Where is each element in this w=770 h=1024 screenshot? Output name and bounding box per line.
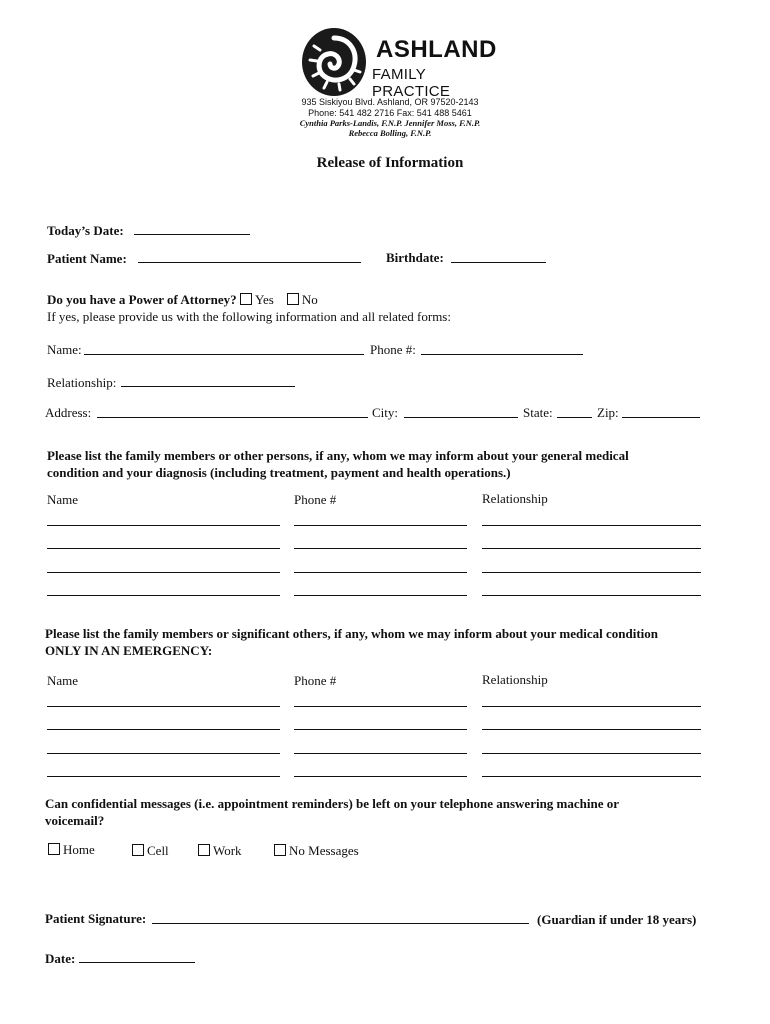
poa-no-checkbox[interactable] [287,292,318,307]
message-option-label: Home [63,842,95,857]
checkbox-icon [274,844,286,856]
poa-phone-field[interactable] [421,354,583,355]
emergency-col-relationship: Relationship [482,672,548,687]
poa-name-field[interactable] [84,354,364,355]
poa-yes-label: Yes [254,292,274,307]
page-title: Release of Information [316,155,464,171]
emergency-name-field-3[interactable] [47,753,280,754]
poa-city-field[interactable] [404,417,518,418]
poa-question-row [47,292,318,308]
emergency-col-name: Name [47,673,79,688]
general-phone-field-3[interactable] [294,572,467,573]
poa-no-label: No [301,292,318,307]
message-option-label: No Messages [289,843,359,858]
poa-address-field[interactable] [97,417,368,418]
general-phone-field-1[interactable] [294,525,467,526]
emergency-relationship-field-3[interactable] [482,753,701,754]
poa-name-label: Name: [47,342,82,357]
poa-yes-checkbox[interactable] [240,292,274,307]
logo-subtitle: FAMILY PRACTICE [372,66,451,100]
birthdate-label: Birthdate: [386,250,444,265]
general-relationship-field-2[interactable] [482,548,701,549]
practice-logo [300,26,497,100]
providers-line2: Rebecca Bolling, F.N.P. [348,128,432,138]
emergency-name-field-1[interactable] [47,706,280,707]
logo-name: ASHLAND [376,36,497,63]
emergency-relationship-field-1[interactable] [482,706,701,707]
messages-question-1: Can confidential messages (i.e. appointment reminders) be left on your telephone answering machine or [45,796,620,811]
emergency-phone-field-4[interactable] [294,776,467,777]
general-col-relationship: Relationship [482,491,548,506]
birthdate-field[interactable] [451,262,546,263]
patient-name-label: Patient Name: [47,251,127,266]
poa-instruction: If yes, please provide us with the following information and all related forms: [47,309,451,324]
poa-question: Do you have a Power of Attorney? [47,292,237,307]
practice-address: 935 Siskiyou Blvd. Ashland, OR 97520-2143 [301,97,479,107]
emergency-contacts-heading-2: ONLY IN AN EMERGENCY: [45,643,213,658]
message-option-cell[interactable] [132,843,169,859]
checkbox-icon [48,843,60,855]
spiral-leaf-logo-icon [300,26,368,98]
general-relationship-field-4[interactable] [482,595,701,596]
emergency-relationship-field-4[interactable] [482,776,701,777]
poa-zip-label: Zip: [597,405,619,420]
general-name-field-2[interactable] [47,548,280,549]
general-relationship-field-1[interactable] [482,525,701,526]
general-phone-field-4[interactable] [294,595,467,596]
emergency-relationship-field-2[interactable] [482,729,701,730]
poa-relationship-field[interactable] [121,386,295,387]
poa-zip-field[interactable] [622,417,700,418]
practice-phone-fax: Phone: 541 482 2716 Fax: 541 488 5461 [308,108,472,118]
checkbox-icon [287,293,299,305]
general-col-phone: Phone # [294,492,337,507]
message-option-no-messages[interactable] [274,843,359,859]
poa-phone-label: Phone #: [370,342,416,357]
general-relationship-field-3[interactable] [482,572,701,573]
providers-line1: Cynthia Parks-Landis, F.N.P. Jennifer Moss, F.N.P. [299,118,481,128]
emergency-contacts-heading-1: Please list the family members or significant others, if any, whom we may inform about your medical condition [45,626,659,641]
patient-signature-label: Patient Signature: [45,911,147,926]
poa-state-label: State: [523,405,553,420]
message-option-label: Work [213,843,242,858]
general-contacts-heading-1: Please list the family members or other persons, if any, whom we may inform about your general medical [47,448,629,463]
emergency-name-field-2[interactable] [47,729,280,730]
messages-question-2: voicemail? [45,813,105,828]
todays-date-label: Today’s Date: [47,223,124,238]
emergency-phone-field-3[interactable] [294,753,467,754]
signature-date-label: Date: [45,951,76,966]
emergency-phone-field-1[interactable] [294,706,467,707]
general-name-field-4[interactable] [47,595,280,596]
signature-date-field[interactable] [79,962,195,963]
checkbox-icon [198,844,210,856]
guardian-note: (Guardian if under 18 years) [537,912,697,927]
emergency-name-field-4[interactable] [47,776,280,777]
message-option-home[interactable] [48,842,95,858]
checkbox-icon [240,293,252,305]
message-option-work[interactable] [198,843,242,859]
emergency-phone-field-2[interactable] [294,729,467,730]
general-phone-field-2[interactable] [294,548,467,549]
general-name-field-3[interactable] [47,572,280,573]
checkbox-icon [132,844,144,856]
todays-date-field[interactable] [134,234,250,235]
patient-name-field[interactable] [138,262,361,263]
general-name-field-1[interactable] [47,525,280,526]
general-col-name: Name [47,492,79,507]
general-contacts-heading-2: condition and your diagnosis (including treatment, payment and health operations.) [47,465,511,480]
message-option-label: Cell [147,843,169,858]
poa-city-label: City: [372,405,399,420]
poa-state-field[interactable] [557,417,592,418]
patient-signature-field[interactable] [152,923,529,924]
poa-relationship-label: Relationship: [47,375,117,390]
emergency-col-phone: Phone # [294,673,337,688]
poa-address-label: Address: [45,405,92,420]
